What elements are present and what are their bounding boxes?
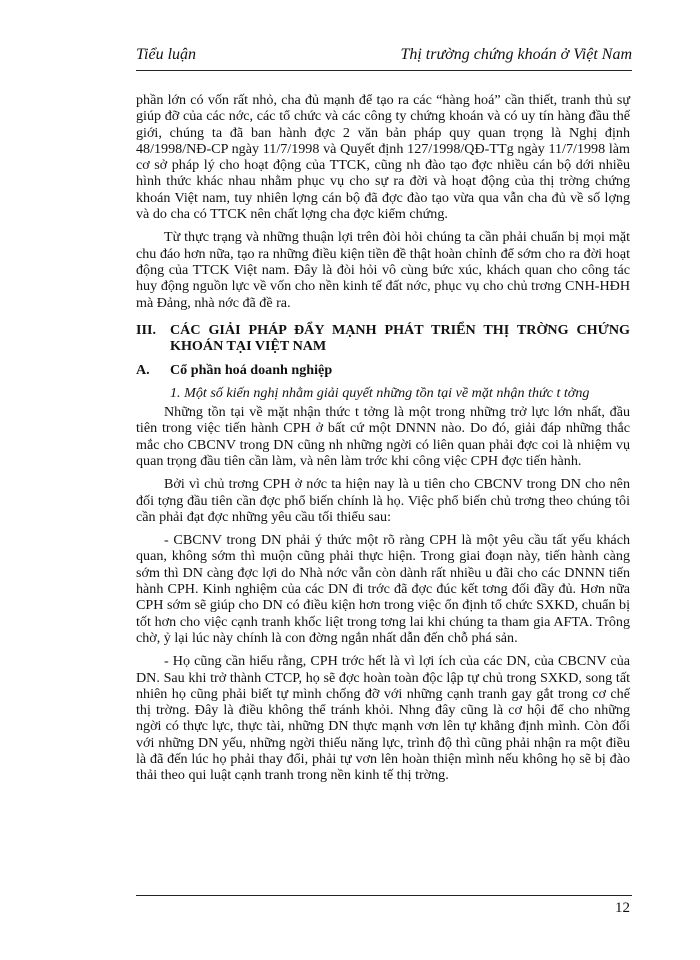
paragraph-3: Những tồn tại về mặt nhận thức t tởng là một trong những trở lực lớn nhất, đầu tiên trong việc tiến hành CPH ở bất cứ một DNNN nào. Do đó, giải đáp những thắc mắc cho CBCNV trong DN cũng nh những ngời có liên quan phải đợc coi là nhiệm vụ quan trọng đầu tiên cần làm, và nên làm trớc khi công việc CPH đợc tiến hành. bbox=[136, 404, 630, 469]
paragraph-4: Bởi vì chủ trơng CPH ở nớc ta hiện nay là u tiên cho CBCNV trong DN cho nên đối tợng đầu tiên cần đợc phổ biến chính là họ. Việc phổ biến chủ trơng theo chúng tôi cần phải đạt đợc những yêu cầu tối thiểu sau: bbox=[136, 476, 630, 525]
header-right-title: Thị trường chứng khoán ở Việt Nam bbox=[400, 46, 632, 63]
paragraph-5: - CBCNV trong DN phải ý thức một rõ ràng CPH là một yêu cầu tất yếu khách quan, không sớm thì muộn cũng phải thực hiện. Trong giai đoạn này, tiến hành càng sớm thì DN càng đợc lợi do Nhà nớc vẫn còn dành rất nhiều u đãi cho các DNNN tiến hành CPH. Kinh nghiệm của các DN đi trớc đã đợc đúc kết tơng đối đầy đủ. Hơn nữa CPH sớm sẽ giúp cho DN có điều kiện hơn trong việc ổn định tổ chức SXKD, chuẩn bị tốt hơn cho việc cạnh tranh khốc liệt trong tơng lai khi chúng ta tham gia AFTA. Trông chờ, ỷ lại lúc này chính là con đờng ngắn nhất dẫn đến chỗ phá sản. bbox=[136, 532, 630, 646]
paragraph-2: Từ thực trạng và những thuận lợi trên đòi hỏi chúng ta cần phải chuẩn bị mọi mặt chu đáo hơn nữa, tạo ra những điều kiện tiền đề thật hoàn chỉnh để sớm cho ra đời hoạt động của TTCK Việt nam. Đây là đòi hỏi vô cùng bức xúc, khách quan cho công tác huy động nguồn lực về vốn cho nền kinh tế đất nớc, phục vụ cho chủ trơng CNH-HĐH mà Đảng, nhà nớc đã đề ra. bbox=[136, 229, 630, 311]
page-number: 12 bbox=[615, 900, 630, 916]
paragraph-6: - Họ cũng cần hiểu rằng, CPH trớc hết là vì lợi ích của các DN, của CBCNV của DN. Sau khi trở thành CTCP, họ sẽ đợc hoàn toàn độc lập tự chủ trong SXKD, song tất nhiên họ cũng phải biết tự mình chống đỡ với những cạnh tranh gay gắt trong cơ chế thị trờng. Đây là điều không thể tránh khỏi. Nhng đây cũng là cơ hội để cho những ngời có thực lực, thực tài, những DN thực mạnh vơn lên tự khẳng định mình. Còn đối với những DN yếu, những ngời thiếu năng lực, trình độ thì cũng phải nhận ra một điều là đã đến lúc họ phải thay đổi, phải tự vơn lên hoàn thiện mình nếu không họ sẽ bị đào thải theo qui luật cạnh tranh trong nền kinh tế thị trờng. bbox=[136, 653, 630, 784]
document-body bbox=[136, 92, 630, 791]
subsection-number: A. bbox=[136, 362, 150, 379]
footer-divider bbox=[136, 895, 632, 896]
section-title: CÁC GIẢI PHÁP ĐẨY MẠNH PHÁT TRIỂN THỊ TRỜNG CHỨNG KHOÁN TẠI VIỆT NAM bbox=[170, 321, 630, 355]
page-header bbox=[136, 42, 632, 68]
section-number: III. bbox=[136, 321, 156, 338]
section-heading bbox=[136, 322, 630, 355]
subsection-title: Cổ phần hoá doanh nghiệp bbox=[170, 362, 333, 379]
header-left-title: Tiểu luận bbox=[136, 46, 197, 63]
italic-heading: 1. Một số kiến nghị nhằm giải quyết những tồn tại về mặt nhận thức t tởng bbox=[170, 384, 590, 401]
header-divider bbox=[136, 70, 632, 71]
paragraph-1: phần lớn có vốn rất nhỏ, cha đủ mạnh để tạo ra các “hàng hoá” cần thiết, tranh thủ sự giúp đỡ của các nớc, các tổ chức và các công ty chứng khoán và có uy tín hàng đầu thế giới, chúng ta đã ban hành đợc 2 văn bản pháp quy quan trọng là Nghị định 48/1998/NĐ-CP ngày 11/7/1998 và Quyết định 127/1998/QĐ-TTg ngày 11/7/1998 làm cơ sở pháp lý cho hoạt động của TTCK, cũng nh đào tạo đợc nhiều cán bộ dới nhiều hình thức khác nhau nhằm phục vụ cho sự ra đời và hoạt động của thị trờng chứng khoán Việt nam, tuy nhiên lợng cán bộ đã đợc đào tạo vừa qua vẫn cha đủ về số lợng và do cha có TTCK nên chất lợng cha đợc kiểm chứng. bbox=[136, 92, 630, 223]
subsection-heading bbox=[136, 362, 630, 378]
